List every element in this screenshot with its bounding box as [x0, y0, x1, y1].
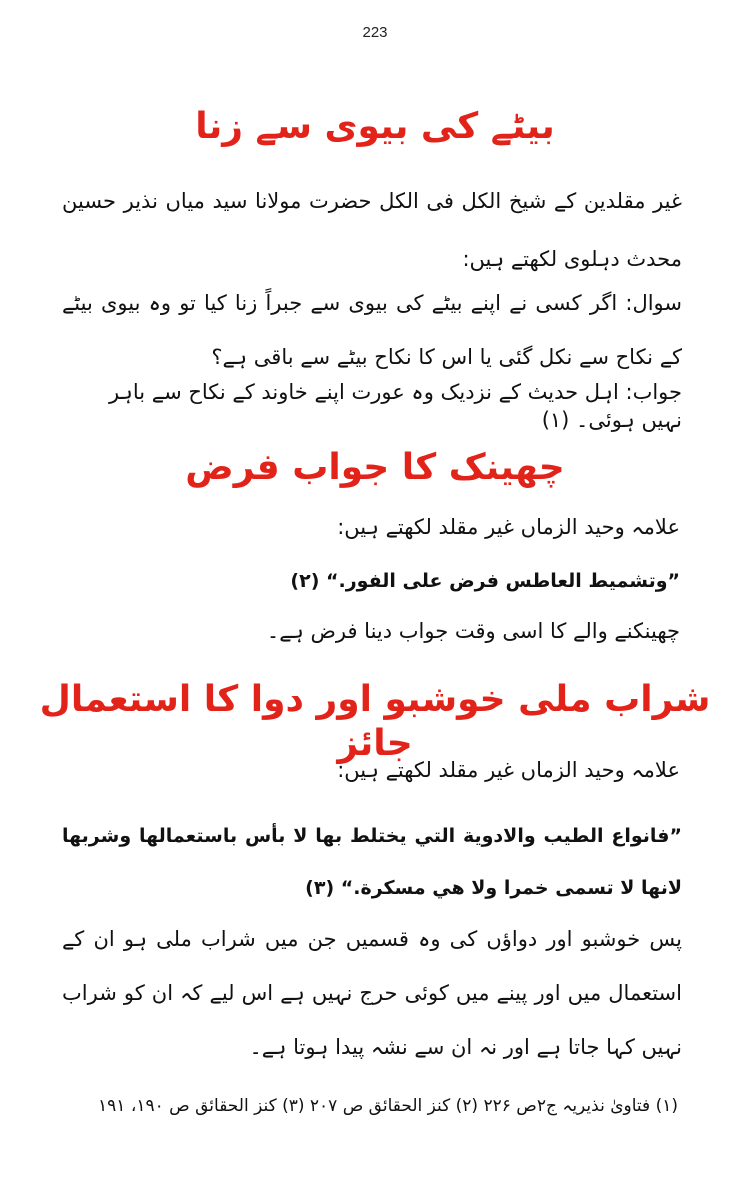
question-text: سوال: اگر کسی نے اپنے بیٹے کی بیوی سے جبراً زنا کیا تو وہ بیوی بیٹے کے نکاح سے نکل گئی یا اس کا نکاح بیٹے سے باقی ہے؟ [62, 291, 682, 369]
heading-zina: بیٹے کی بیوی سے زنا [195, 106, 555, 147]
heading-alcohol-perfume: شراب ملی خوشبو اور دوا کا استعمال جائز [39, 679, 711, 764]
intro-nazir-husain: غیر مقلدین کے شیخ الکل فی الکل حضرت مولانا سید میاں نذیر حسین محدث دہلوی لکھتے ہیں: [62, 189, 682, 271]
heading-sneeze: چھینک کا جواب فرض [185, 447, 565, 488]
intro-wahid-1: علامہ وحید الزماں غیر مقلد لکھتے ہیں: [337, 515, 680, 539]
arabic-quote-2: ”فانواع الطيب والادوية التي يختلط بها لا بأس باستعمالها وشربها لانها لا تسمى خمرا ولا هي مسكرة.“ (٣) [62, 825, 682, 899]
intro-wahid-2: علامہ وحید الزماں غیر مقلد لکھتے ہیں: [337, 758, 680, 782]
arabic-quote-1: ”وتشميط العاطس فرض على الفور.“ (٢) [290, 570, 680, 592]
answer-text: جواب: اہل حدیث کے نزدیک وہ عورت اپنے خاوند کے نکاح سے باہر نہیں ہوئی۔ (۱) [108, 380, 682, 432]
footnotes: (۱) فتاویٰ نذیریہ ج۲ص ۲۲۶ (۲) کنز الحقائق ص ۲۰۷ (۳) کنز الحقائق ص ۱۹۰، ۱۹۱ [98, 1096, 678, 1116]
explanation-text: پس خوشبو اور دواؤں کی وہ قسمیں جن میں شراب ملی ہو ان کے استعمال میں اور پینے میں کوئی حرج نہیں ہے اس لیے کہ ان کو شراب نہیں کہا جاتا ہے اور نہ ان سے نشہ پیدا ہوتا ہے۔ [62, 927, 682, 1059]
translation-1: چھینکنے والے کا اسی وقت جواب دینا فرض ہے۔ [266, 619, 680, 643]
page-number: 223 [362, 24, 388, 41]
